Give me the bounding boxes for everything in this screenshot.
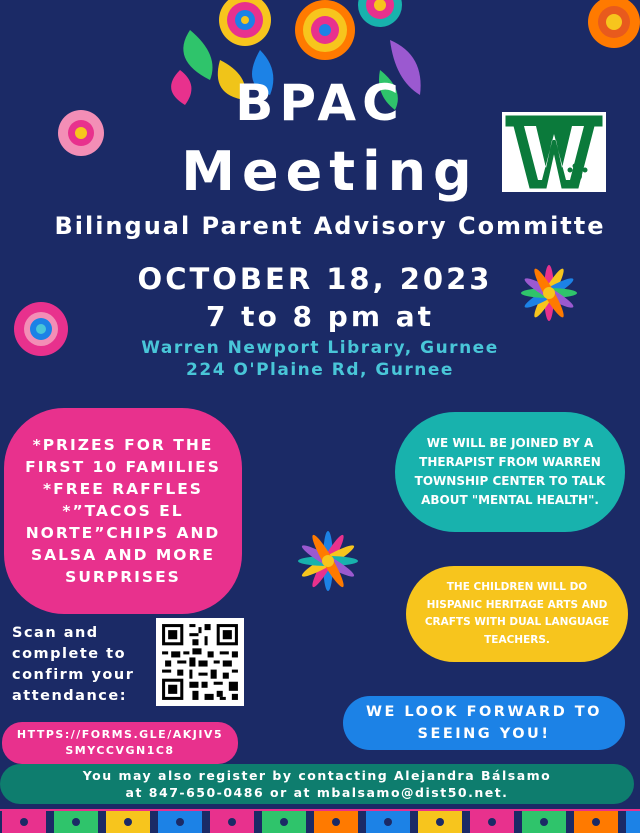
look-forward-text: WE LOOK FORWARD TO SEEING YOU!	[365, 704, 603, 742]
children-text: THE CHILDREN WILL DO HISPANIC HERITAGE ARTS AND CRAFTS WITH DUAL LANGUAGE TEACHERS.	[424, 581, 610, 646]
scan-instructions: Scan and complete to confirm your attendance:	[12, 625, 135, 704]
look-forward-bubble	[343, 696, 625, 750]
title-bpac: BPAC	[235, 74, 405, 132]
title-meeting: Meeting	[181, 140, 479, 203]
register-contact-bar	[0, 764, 634, 804]
children-bubble	[406, 566, 628, 662]
event-location-address: 224 O'Plaine Rd, Gurnee	[186, 360, 454, 380]
event-time: 7 to 8 pm at	[205, 300, 435, 333]
registration-link-text[interactable]: HTTPS://FORMS.GLE/AKJIV5 SMYCCVGN1C8	[16, 728, 224, 757]
register-contact-text: You may also register by contacting Alejandra Bálsamo at 847-650-0486 or at mbalsamo@dist50.net.	[82, 768, 552, 800]
papel-picado-banner	[0, 808, 640, 833]
therapist-bubble	[395, 412, 625, 532]
event-date: OCTOBER 18, 2023	[137, 262, 493, 296]
therapist-text: WE WILL BE JOINED BY A THERAPIST FROM WARREN TOWNSHIP CENTER TO TALK ABOUT "MENTAL HEALTH".	[414, 436, 606, 507]
star-flower-icon	[295, 528, 361, 594]
subtitle: Bilingual Parent Advisory Committe	[54, 212, 606, 240]
qr-code[interactable]	[156, 618, 244, 706]
orange-flower-icon	[584, 0, 640, 56]
event-location-name: Warren Newport Library, Gurnee	[141, 338, 499, 358]
prizes-bubble	[4, 408, 242, 614]
prizes-text: *PRIZES FOR THE FIRST 10 FAMILIES *FREE RAFFLES *”TACOS EL NORTE”CHIPS AND SALSA AND MORE SURPRISES	[25, 436, 221, 586]
registration-link[interactable]	[2, 722, 238, 764]
